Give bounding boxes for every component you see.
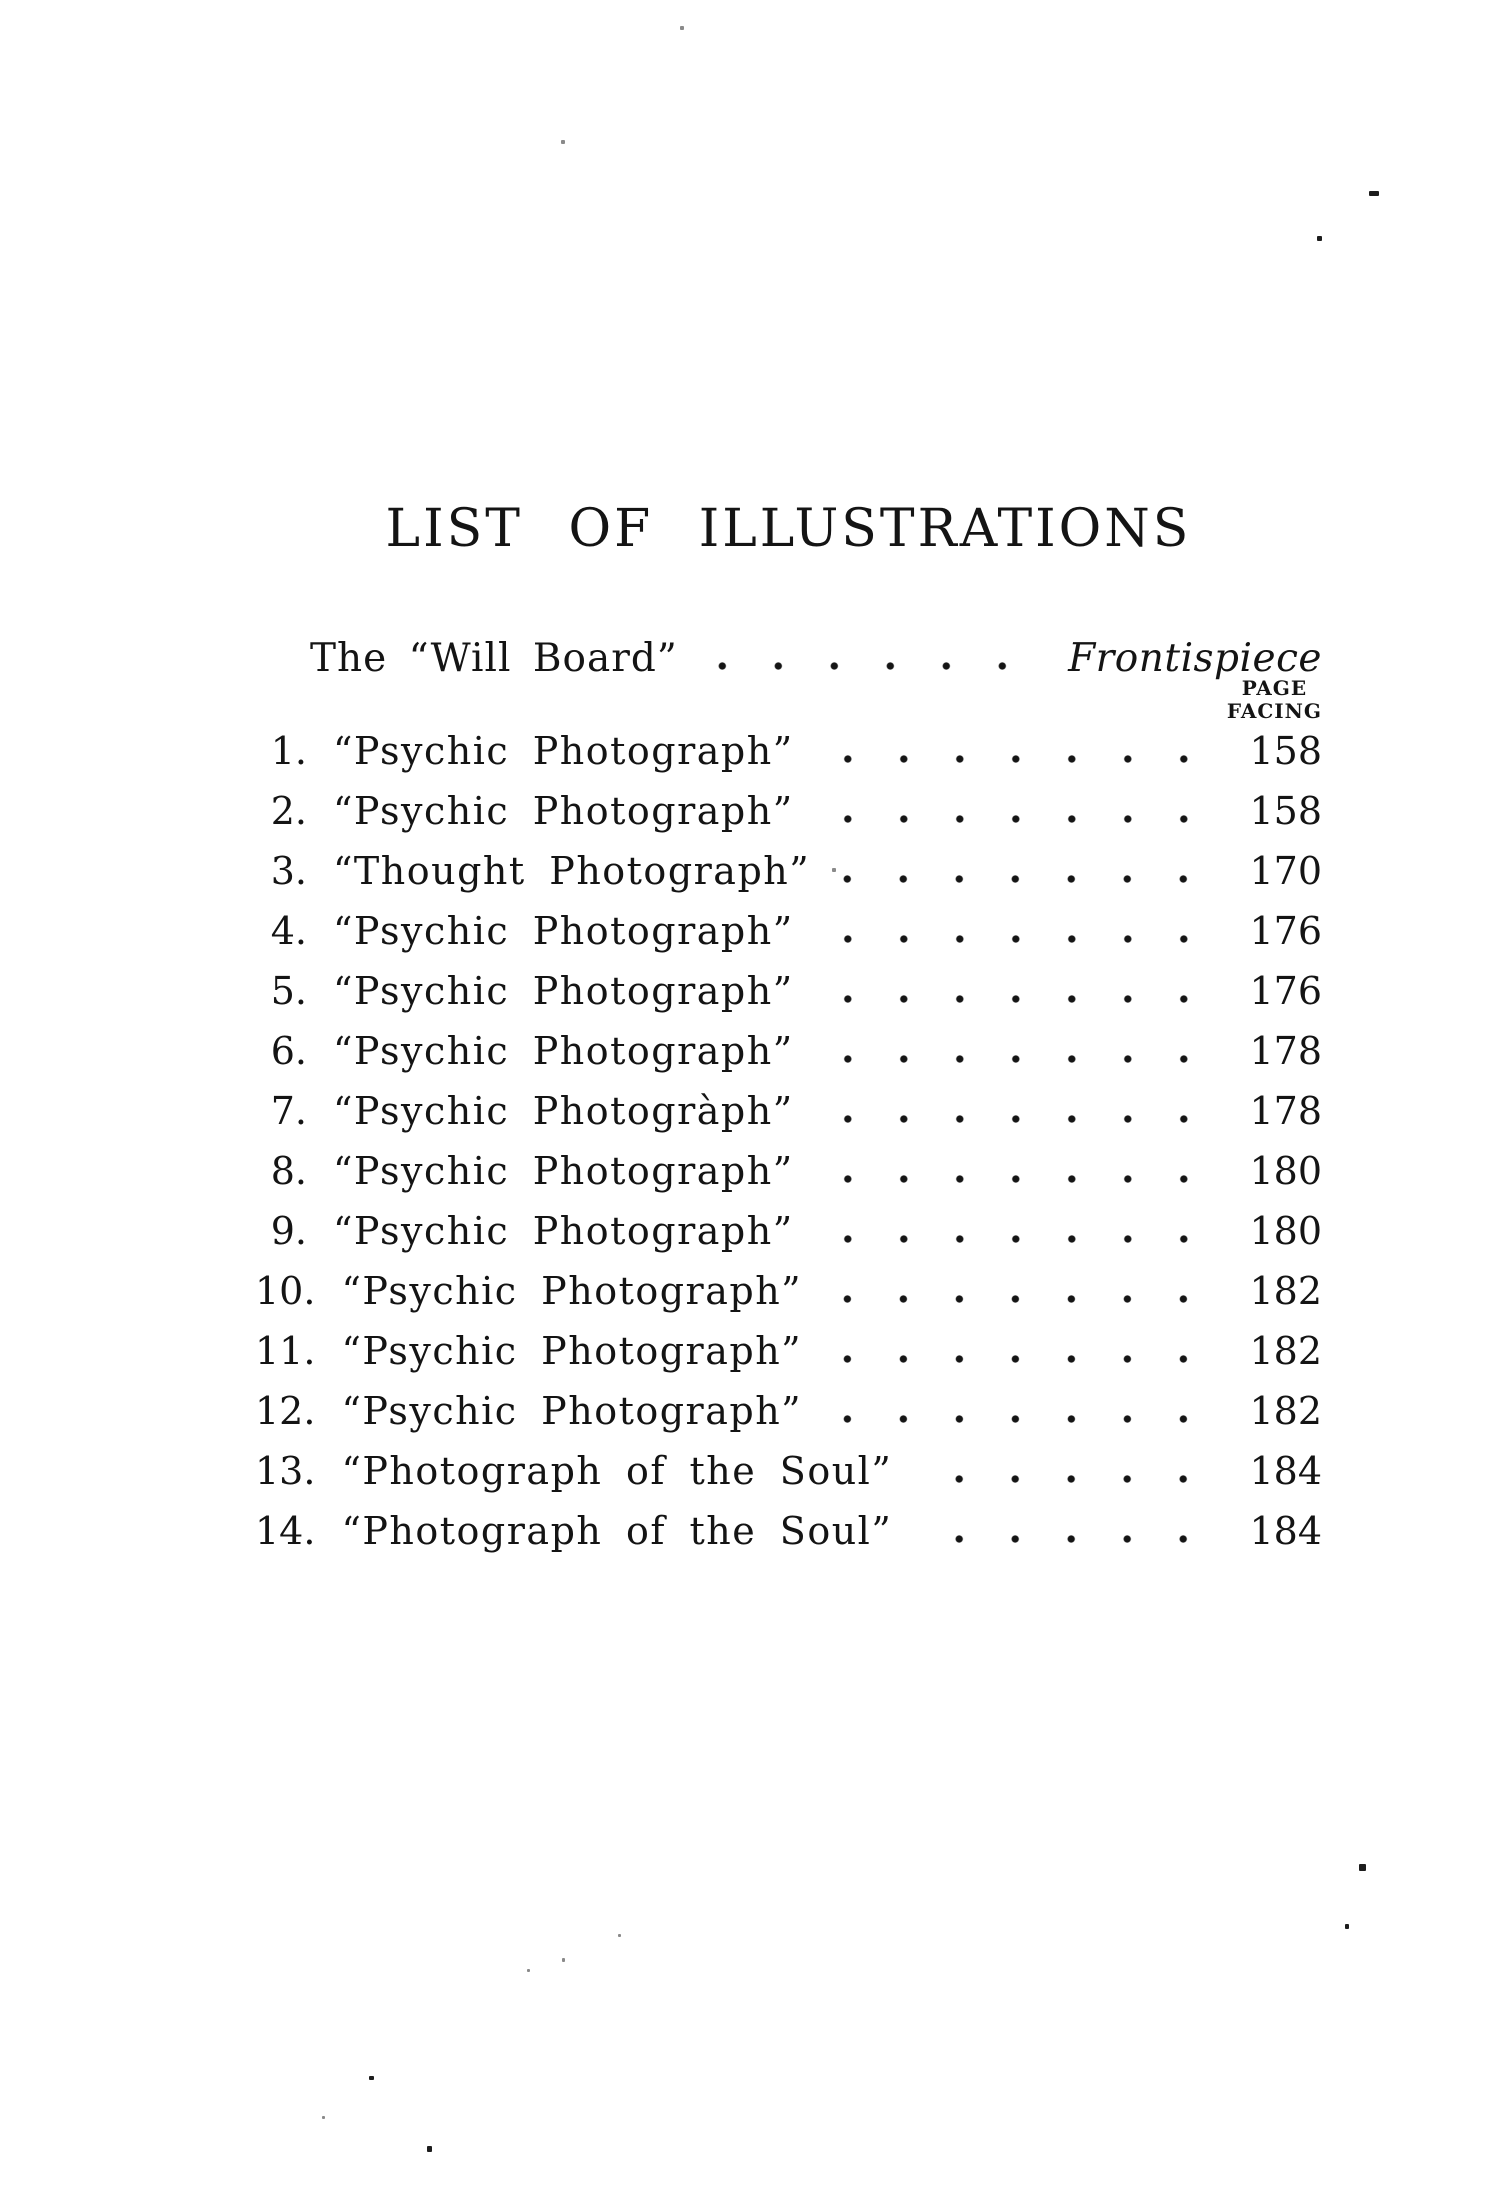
item-page: 176 xyxy=(1249,909,1322,953)
item-label: “Photograph of the Soul” xyxy=(341,1449,893,1493)
scan-speck xyxy=(680,26,684,30)
scan-speck xyxy=(1369,191,1379,196)
illustration-row xyxy=(255,1321,1322,1381)
item-label: “Psychic Photograph” xyxy=(333,1029,794,1073)
item-page: 184 xyxy=(1249,1509,1322,1553)
scan-speck xyxy=(427,2146,432,2152)
page-facing-line1: PAGE xyxy=(1241,676,1308,700)
illustration-row xyxy=(255,1201,1322,1261)
item-page: 184 xyxy=(1249,1449,1322,1493)
item-number: 7. xyxy=(270,1089,307,1133)
item-number: 2. xyxy=(270,789,307,833)
dot-leader xyxy=(822,1354,1235,1364)
scan-speck xyxy=(562,1958,565,1962)
item-page: 178 xyxy=(1249,1029,1322,1073)
page-facing-header xyxy=(1227,677,1322,723)
item-label: “Psychic Photograph” xyxy=(341,1329,803,1373)
illustration-row xyxy=(255,961,1322,1021)
illustration-row xyxy=(255,781,1322,841)
scan-speck xyxy=(832,868,836,872)
scan-speck xyxy=(1317,236,1322,241)
dot-leader xyxy=(822,1294,1235,1304)
item-number: 5. xyxy=(270,969,307,1013)
dot-leader xyxy=(814,1054,1236,1064)
scan-speck xyxy=(1345,1924,1349,1929)
item-label: “Photograph of the Soul” xyxy=(341,1509,893,1553)
item-label: “Psychic Photograph” xyxy=(333,1149,794,1193)
illustration-row xyxy=(255,1381,1322,1441)
item-number: 13. xyxy=(255,1449,316,1493)
item-label: “Psychic Photograph” xyxy=(341,1389,803,1433)
illustration-row xyxy=(255,901,1322,961)
item-label: “Thought Photograph” xyxy=(333,849,811,893)
item-number: 8. xyxy=(270,1149,307,1193)
item-label: “Psychic Photogràph” xyxy=(333,1089,794,1133)
item-label: “Psychic Photograph” xyxy=(333,789,794,833)
item-label: “Psychic Photograph” xyxy=(341,1269,803,1313)
item-page: 182 xyxy=(1249,1389,1322,1433)
dot-leader xyxy=(698,661,1054,671)
frontispiece-label: The “Will Board” xyxy=(310,636,678,681)
illustration-row xyxy=(255,1081,1322,1141)
illustration-row xyxy=(255,1441,1322,1501)
item-label: “Psychic Photograph” xyxy=(333,729,794,773)
page-title: LIST OF ILLUSTRATIONS xyxy=(385,499,1192,559)
item-number: 1. xyxy=(270,729,307,773)
item-number: 14. xyxy=(255,1509,316,1553)
item-page: 158 xyxy=(1249,789,1322,833)
item-page: 180 xyxy=(1249,1149,1322,1193)
scan-speck xyxy=(561,140,565,144)
item-number: 9. xyxy=(270,1209,307,1253)
dot-leader xyxy=(814,814,1236,824)
dot-leader xyxy=(912,1474,1235,1484)
item-page: 182 xyxy=(1249,1269,1322,1313)
item-label: “Psychic Photograph” xyxy=(333,1209,794,1253)
scan-speck xyxy=(322,2116,325,2119)
scan-speck xyxy=(369,2076,374,2080)
dot-leader xyxy=(830,874,1235,884)
dot-leader xyxy=(814,934,1236,944)
item-label: “Psychic Photograph” xyxy=(333,969,794,1013)
scan-speck xyxy=(1359,1864,1366,1871)
dot-leader xyxy=(912,1534,1235,1544)
item-page: 182 xyxy=(1249,1329,1322,1373)
dot-leader xyxy=(814,754,1236,764)
frontispiece-row xyxy=(310,629,1322,689)
frontispiece-value: Frontispiece xyxy=(1068,636,1322,681)
scan-speck xyxy=(527,1969,530,1972)
scan-speck xyxy=(618,1934,621,1937)
item-number: 12. xyxy=(255,1389,316,1433)
item-page: 178 xyxy=(1249,1089,1322,1133)
item-number: 3. xyxy=(270,849,307,893)
illustration-row xyxy=(255,1021,1322,1081)
item-page: 170 xyxy=(1249,849,1322,893)
dot-leader xyxy=(814,1234,1236,1244)
item-page: 180 xyxy=(1249,1209,1322,1253)
illustration-row xyxy=(255,1261,1322,1321)
item-page: 176 xyxy=(1249,969,1322,1013)
page-content xyxy=(255,0,1322,2207)
dot-leader xyxy=(814,1174,1236,1184)
illustrations-list xyxy=(255,721,1322,1561)
item-page: 158 xyxy=(1249,729,1322,773)
illustration-row xyxy=(255,1501,1322,1561)
dot-leader xyxy=(814,1114,1236,1124)
dot-leader xyxy=(822,1414,1235,1424)
item-label: “Psychic Photograph” xyxy=(333,909,794,953)
illustration-row xyxy=(255,841,1322,901)
illustration-row xyxy=(255,1141,1322,1201)
item-number: 11. xyxy=(255,1329,316,1373)
item-number: 10. xyxy=(255,1269,316,1313)
item-number: 6. xyxy=(270,1029,307,1073)
illustration-row xyxy=(255,721,1322,781)
dot-leader xyxy=(814,994,1236,1004)
page-facing-line2: FACING xyxy=(1226,699,1322,723)
item-number: 4. xyxy=(270,909,307,953)
